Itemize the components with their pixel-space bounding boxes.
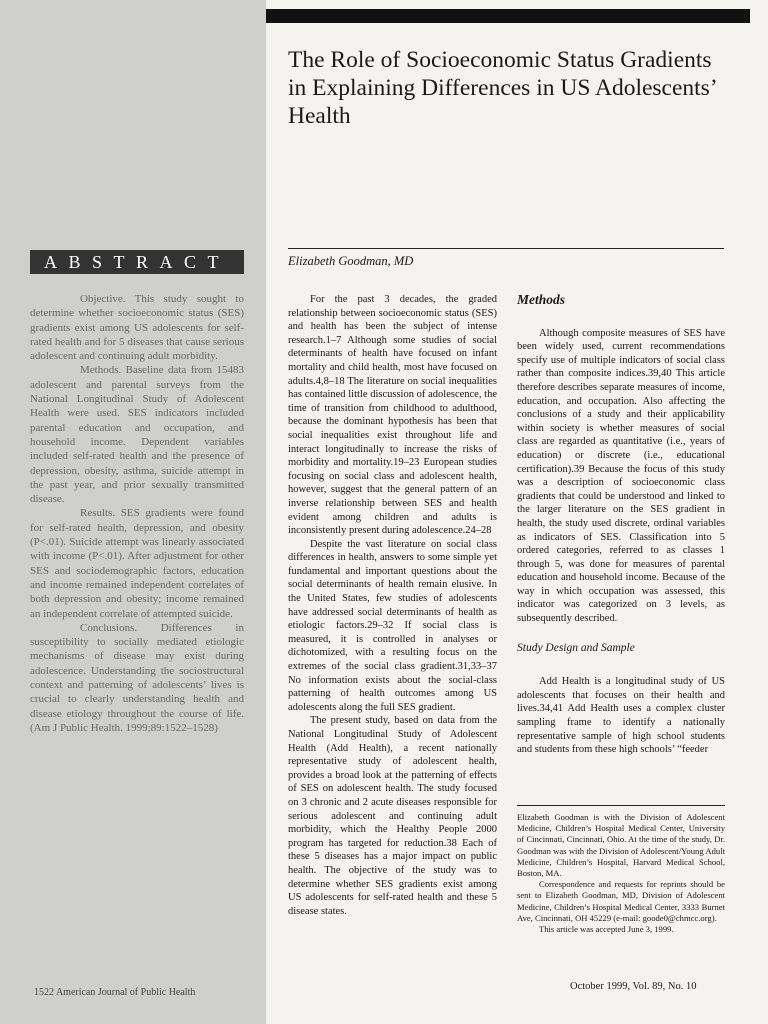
header-bar (266, 9, 750, 23)
body-paragraph: Despite the vast literature on social class differences in health, answers to some simple yet fundamental and important questions about the social determinants of health remain elusive. In the United States, few studies of adolescents have addressed social determinants of health as etiologic factors.29–32 If social class is measured, it is controlled in analyses or dichotomized, with a resulting focus on the extremes of the social class gradient.31,33–37 No information exists about the social-class patterning of health outcomes among US adolescents along the full SES gradient. (288, 538, 497, 713)
footnote-correspondence: Correspondence and requests for reprints should be sent to Elizabeth Goodman, MD, Division of Adolescent Medicine, Children’s Hospital Medical Center, 3333 Burnet Ave, Cincinnati, OH 45229 (e-mail: goode0@chmcc.org). (517, 879, 725, 923)
page-footer-issue: October 1999, Vol. 89, No. 10 (570, 981, 697, 992)
abstract-heading: ABSTRACT (30, 250, 244, 274)
page-footer-journal: 1522 American Journal of Public Health (34, 987, 196, 998)
author-rule (288, 248, 724, 249)
body-column-1 (288, 293, 497, 918)
methods-paragraph: Although composite measures of SES have been widely used, current recommendations specify use of multiple indicators of social class rather than composite indices.39,40 This article therefore describes separate measures of income, education, and occupation. Also affecting the conclusions of a study and their applicability within society is whether measures of social class are regarded as quantitative (i.e., years of education) or discrete (i.e., educational certification).39 Because the focus of this study was a description of socioeconomic class gradients that could be understood and linked to the larger literature on the SES gradient in health, the study used discrete, ordinal variables as indicators of SES. Classification into 5 ordered categories, referred to as classes 1 through 5, was done for measures of parental education and household income. Because of the way in which occupation was assessed, this indicator was categorized on 3 levels, as subsequently described. (517, 327, 725, 625)
abstract-text (30, 292, 244, 735)
study-design-heading: Study Design and Sample (517, 641, 635, 654)
abstract-objective: Objective. This study sought to determine whether socioeconomic status (SES) gradients exist among US adolescents for self-rated health and for 5 diseases that cause serious adolescent and continuing adult morbidity. (30, 293, 244, 363)
methods-heading: Methods (517, 292, 566, 307)
abstract-conclusions: Conclusions. Differences in susceptibility to socially mediated etiologic mechanisms of disease may exist during adolescence. Understanding the sociostructural context and patterning of adolescents’ lives is crucial to clearly understanding health and disease etiology throughout the course of life. (Am J Public Health. 1999;89:1522–1528) (30, 621, 244, 734)
footnote-affiliation: Elizabeth Goodman is with the Division of Adolescent Medicine, Children’s Hospital Medical Center, University of Cincinnati, Cincinnati, Ohio. At the time of the study, Dr. Goodman was with the Division of Adolescent/Young Adult Medicine, Children’s Hospital, Harvard Medical School, Boston, MA. (517, 812, 725, 879)
body-column-2 (517, 293, 725, 757)
abstract-methods: Methods. Baseline data from 15483 adolescent and parental surveys from the National Longitudinal Study of Adolescent Health were used. SES indicators included parental education and occupation, and household income. Dependent variables included self-rated health and the presence of depression, obesity, asthma, suicide attempt in the past year, and prior sexually transmitted disease. (30, 364, 244, 506)
author-footnote (517, 805, 725, 935)
article-title: The Role of Socioeconomic Status Gradients in Explaining Differences in US Adolescents’ Health (288, 47, 716, 129)
author-name: Elizabeth Goodman, MD (288, 254, 414, 268)
footnote-accepted: This article was accepted June 3, 1999. (539, 924, 674, 935)
body-paragraph: The present study, based on data from the National Longitudinal Study of Adolescent Health (Add Health), a recent nationally representative study of adolescent health, provides a broad look at the patterning of effects of SES on adolescent health. The study focused on 3 chronic and 2 acute diseases responsible for serious adolescent and continuing adult morbidity, which the Healthy People 2000 program has targeted for reduction.38 Each of these 5 diseases has a major impact on public health. The objective of the study was to determine whether SES gradients exist among US adolescents for self-rated health and these 5 disease states. (288, 715, 497, 917)
body-paragraph: For the past 3 decades, the graded relationship between socioeconomic status (SES) and health has been the subject of intense research.1–7 Although some studies of social determinants of health have focused on infant mortality and child health, most have focused on adults.4,8–18 The literature on social inequalities has contained little discussion of adolescence, the time of transition from childhood to adulthood, because the dominant hypothesis has been that social inequalities exist throughout life and interact longitudinally to increase the risks of morbidity and mortality.19–23 European studies focusing on social class and adolescent health, however, suggest that the general pattern of an inverse relationship between SES and health evident among children and adults is inconsistently present during adolescence.24–28 (288, 294, 497, 537)
abstract-results: Results. SES gradients were found for self-rated health, depression, and obesity (P<.01). Suicide attempt was linearly associated with income (P<.01). After adjustment for other SES and sociodemographic factors, education and income remained independent correlates of both depression and obesity; income remained an independent correlate of attempted suicide. (30, 507, 244, 620)
study-design-paragraph: Add Health is a longitudinal study of US adolescents that focuses on their health and lives.34,41 Add Health uses a complex cluster sampling frame to identify a nationally representative sample of high school students and students from these high schools’ “feeder (517, 676, 725, 756)
